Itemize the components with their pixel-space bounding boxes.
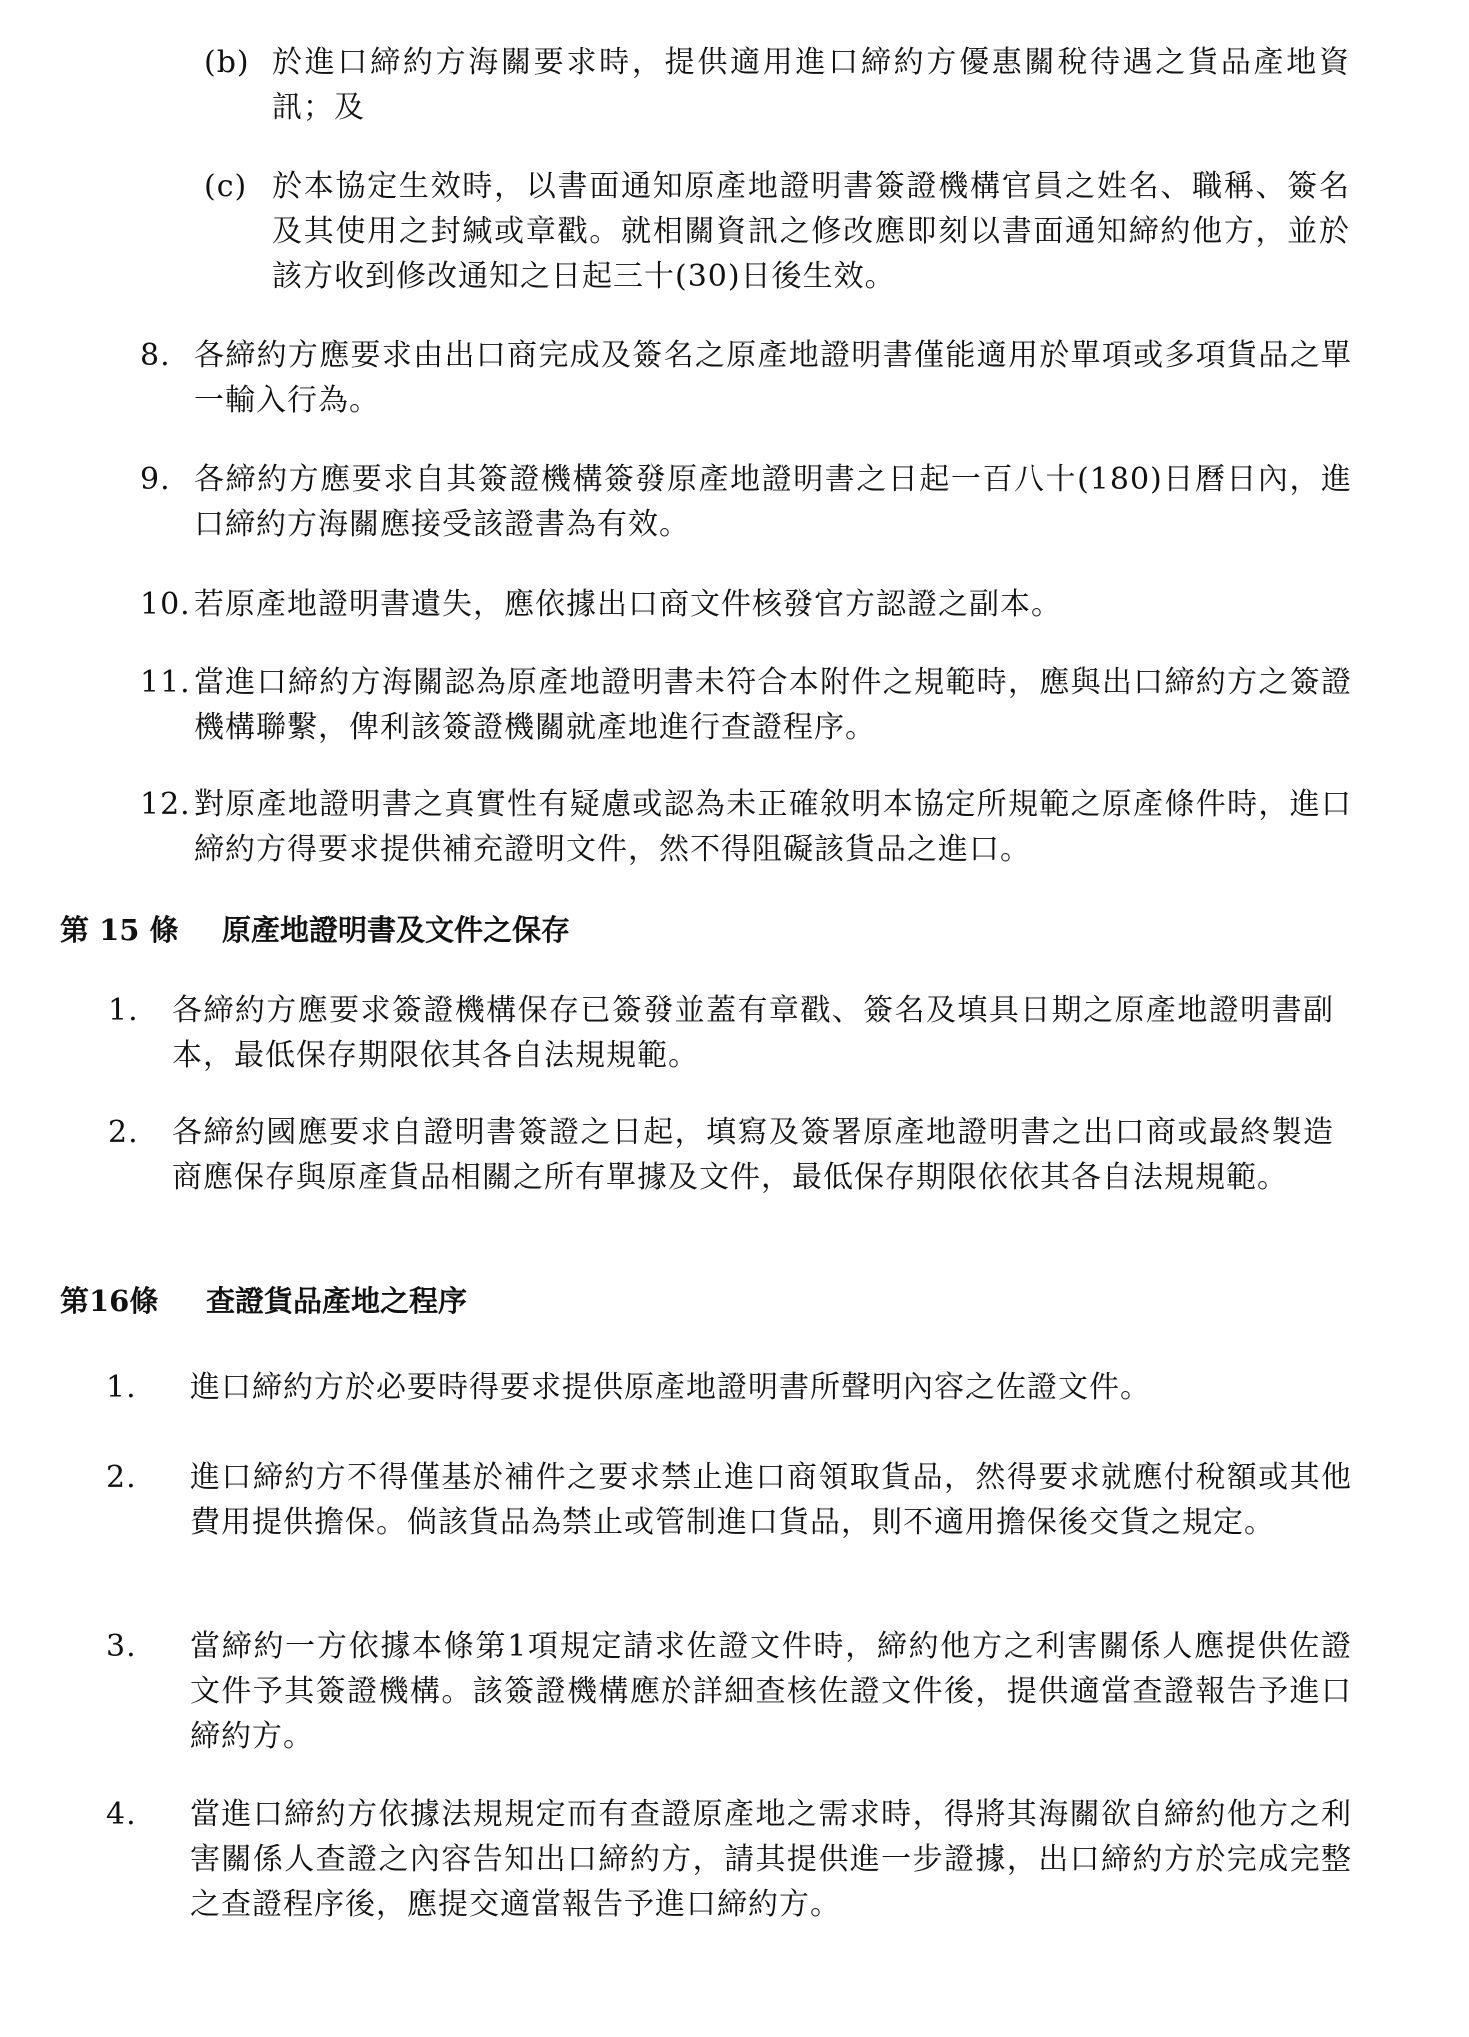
list-item-12 xyxy=(140,782,1352,872)
item-text: 進口締約方於必要時得要求提供原產地證明書所聲明內容之佐證文件。 xyxy=(190,1370,1151,1405)
subitem-label: (c) xyxy=(204,169,248,204)
item-text: 進口締約方不得僅基於補件之要求禁止進口商領取貨品，然得要求就應付稅額或其他費用提供擔保。倘該貨品為禁止或管制進口貨品，則不適用擔保後交貨之規定。 xyxy=(190,1460,1352,1540)
subitem-text: 於進口締約方海關要求時，提供適用進口締約方優惠關稅待遇之貨品產地資訊；及 xyxy=(272,45,1350,125)
item-text: 當進口締約方海關認為原產地證明書未符合本附件之規範時，應與出口締約方之簽證機構聯繫，俾利該簽證機關就產地進行查證程序。 xyxy=(194,665,1352,745)
article-16-item-1 xyxy=(106,1365,1352,1410)
item-number: 8. xyxy=(140,338,171,373)
subitem-text: 於本協定生效時，以書面通知原產地證明書簽證機構官員之姓名、職稱、簽名及其使用之封緘或章戳。就相關資訊之修改應即刻以書面通知締約他方，並於該方收到修改通知之日起三十(30)日後生效。 xyxy=(272,169,1350,294)
list-item-11 xyxy=(140,660,1352,750)
subitem-label: (b) xyxy=(204,45,250,80)
item-number: 4. xyxy=(106,1797,137,1832)
article-16-item-3 xyxy=(106,1624,1352,1759)
item-number: 11. xyxy=(140,665,191,700)
item-text: 當進口締約方依據法規規定而有查證原產地之需求時，得將其海關欲自締約他方之利害關係人查證之內容告知出口締約方，請其提供進一步證據，出口締約方於完成完整之查證程序後，應提交適當報告予進口締約方。 xyxy=(190,1797,1352,1922)
item-text: 各締約方應要求由出口商完成及簽名之原產地證明書僅能適用於單項或多項貨品之單一輸入行為。 xyxy=(194,338,1352,418)
list-item-8 xyxy=(140,333,1352,423)
article-16-item-2 xyxy=(106,1455,1352,1545)
item-text: 對原產地證明書之真實性有疑慮或認為未正確敘明本協定所規範之原產條件時，進口締約方得要求提供補充證明文件，然不得阻礙該貨品之進口。 xyxy=(194,787,1352,867)
article-15-item-1 xyxy=(108,988,1334,1078)
list-item-9 xyxy=(140,457,1352,547)
item-number: 9. xyxy=(140,462,171,497)
article-16-item-4 xyxy=(106,1792,1352,1927)
item-number: 2. xyxy=(108,1115,139,1150)
item-number: 10. xyxy=(140,587,191,622)
article-title: 原產地證明書及文件之保存 xyxy=(222,913,571,947)
article-number: 第 15 條 xyxy=(60,913,179,947)
item-number: 12. xyxy=(140,787,191,822)
item-number: 1. xyxy=(108,993,139,1028)
article-number: 第16條 xyxy=(60,1284,159,1318)
item-text: 若原產地證明書遺失，應依據出口商文件核發官方認證之副本。 xyxy=(194,587,1062,622)
item-text: 各締約方應要求簽證機構保存已簽發並蓋有章戳、簽名及填具日期之原產地證明書副本，最低保存期限依其各自法規規範。 xyxy=(172,993,1334,1073)
item-number: 2. xyxy=(106,1460,137,1495)
item-number: 3. xyxy=(106,1629,137,1664)
item-text: 當締約一方依據本條第1項規定請求佐證文件時，締約他方之利害關係人應提供佐證文件予其簽證機構。該簽證機構應於詳細查核佐證文件後，提供適當查證報告予進口締約方。 xyxy=(190,1629,1352,1754)
item-text: 各締約方應要求自其簽證機構簽發原產地證明書之日起一百八十(180)日曆日內，進口締約方海關應接受該證書為有效。 xyxy=(194,462,1352,542)
subitem-b xyxy=(204,40,1350,130)
article-15-item-2 xyxy=(108,1110,1334,1200)
subitem-c xyxy=(204,164,1350,299)
article-title: 查證貨品產地之程序 xyxy=(206,1284,468,1318)
list-item-10 xyxy=(140,582,1352,627)
item-text: 各締約國應要求自證明書簽證之日起，填寫及簽署原產地證明書之出口商或最終製造商應保存與原產貨品相關之所有單據及文件，最低保存期限依依其各自法規規範。 xyxy=(172,1115,1334,1195)
item-number: 1. xyxy=(106,1370,137,1405)
